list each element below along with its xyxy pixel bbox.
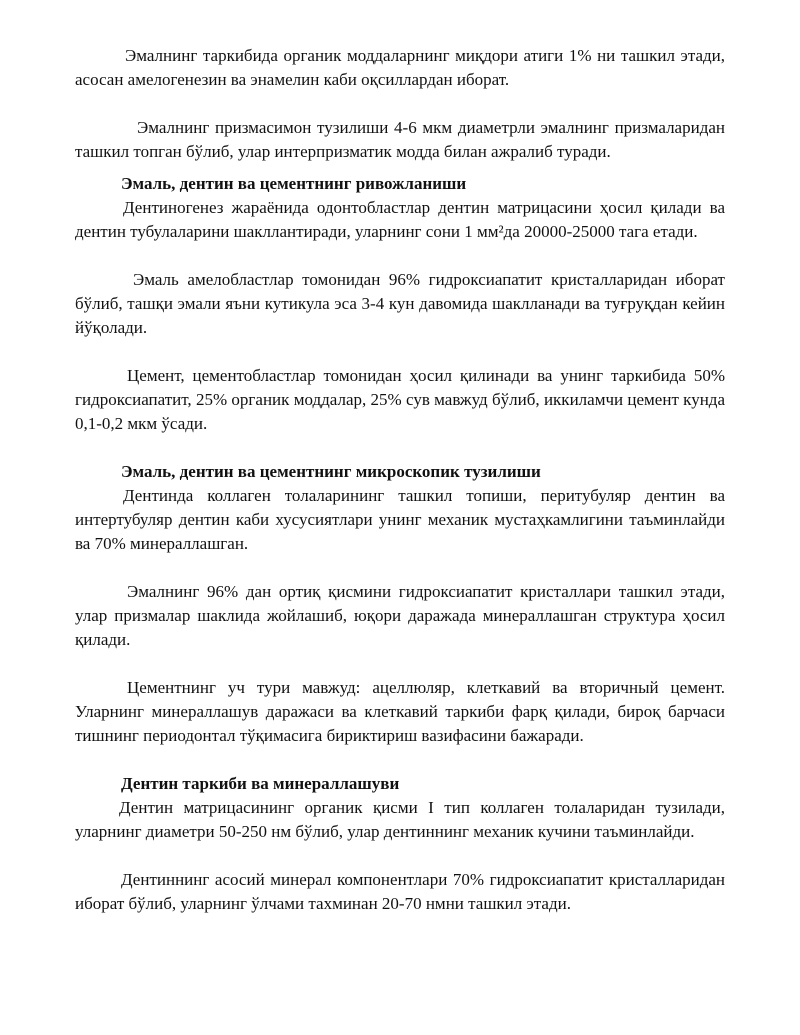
paragraph: Дентинда коллаген толаларининг ташкил топиши, перитубуляр дентин ва интертубуляр дентин каби хусусиятлари унинг механик мустаҳкамлигини таъминлайди ва 70% минераллашган. bbox=[75, 486, 725, 553]
paragraph: Эмалнинг 96% дан ортиқ қисмини гидроксиапатит кристаллари ташкил этади, улар призмалар шаклида жойлашиб, юқори даражада минераллашган структура ҳосил қилади. bbox=[75, 582, 725, 649]
paragraph: Дентиногенез жараёнида одонтобластлар дентин матрицасини ҳосил қилади ва дентин тубулаларини шакллантиради, уларнинг сони 1 мм²да 20000-25000 тага етади. bbox=[75, 198, 725, 241]
paragraph: Эмалнинг таркибида органик моддаларнинг миқдори атиги 1% ни ташкил этади, асосан амелогенезин ва энамелин каби оқсиллардан иборат. bbox=[75, 46, 725, 89]
paragraph: Эмаль амелобластлар томонидан 96% гидроксиапатит кристалларидан иборат бўлиб, ташқи эмали яъни кутикула эса 3-4 кун давомида шаклланади ва туғруқдан кейин йўқолади. bbox=[75, 270, 725, 337]
section-heading: Эмаль, дентин ва цементнинг ривожланиши bbox=[121, 174, 467, 193]
section-heading: Дентин таркиби ва минераллашуви bbox=[121, 774, 400, 793]
paragraph: Цемент, цементобластлар томонидан ҳосил қилинади ва унинг таркибида 50% гидроксиапатит, 25% органик моддалар, 25% сув мавжуд бўлиб, иккиламчи цемент кунда 0,1-0,2 мкм ўсади. bbox=[75, 366, 725, 433]
paragraph: Дентин матрицасининг органик қисми I тип коллаген толаларидан тузилади, уларнинг диаметри 50-250 нм бўлиб, улар дентиннинг механик кучини таъминлайди. bbox=[75, 798, 725, 841]
paragraph: Дентиннинг асосий минерал компонентлари 70% гидроксиапатит кристалларидан иборат бўлиб, уларнинг ўлчами тахминан 20-70 нмни ташкил этади. bbox=[75, 870, 725, 913]
section-heading: Эмаль, дентин ва цементнинг микроскопик тузилиши bbox=[121, 462, 541, 481]
paragraph: Эмалнинг призмасимон тузилиши 4-6 мкм диаметрли эмалнинг призмаларидан ташкил топган бўлиб, улар интерпризматик модда билан ажралиб туради. bbox=[75, 118, 725, 161]
document-body bbox=[75, 44, 725, 916]
paragraph: Цементнинг уч тури мавжуд: ацеллюляр, клеткавий ва вторичный цемент. Уларнинг минераллашув даражаси ва клеткавий таркиби фарқ қилади, бироқ барчаси тишнинг периодонтал тўқимасига бириктириш вазифасини бажаради. bbox=[75, 678, 725, 745]
